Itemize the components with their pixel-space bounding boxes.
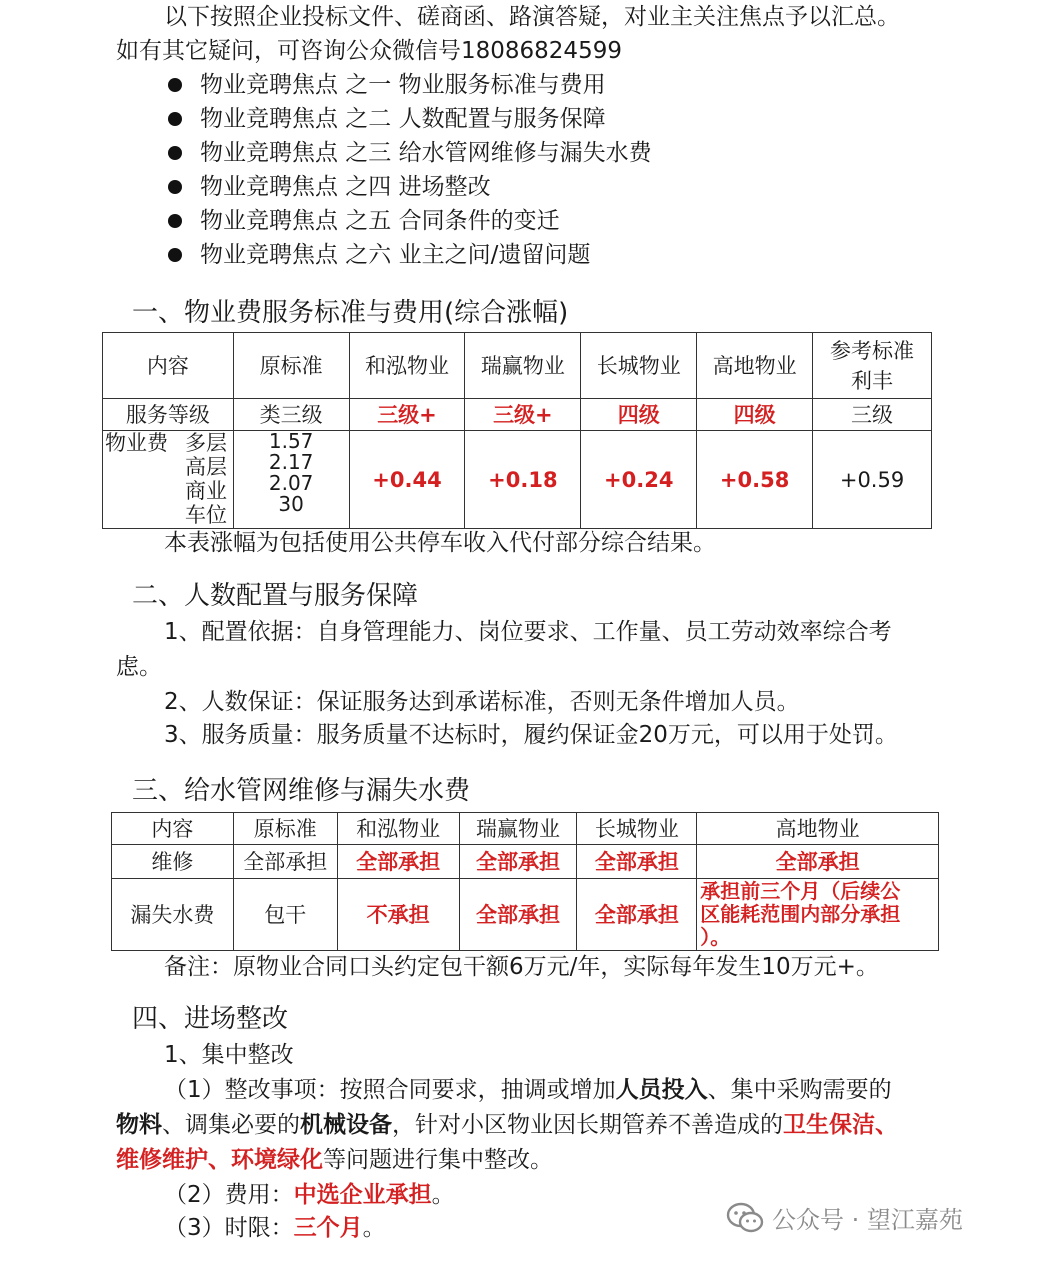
table-row	[112, 879, 939, 951]
header-cell: 和泓物业	[349, 333, 465, 399]
header-cell: 瑞赢物业	[465, 333, 581, 399]
cell: 三级+	[349, 399, 465, 431]
text: 。	[362, 1215, 386, 1241]
time-value: 三个月	[293, 1215, 363, 1241]
section2-title: 二、人数配置与服务保障	[132, 581, 419, 611]
section4-sub-1: 1、集中整改	[164, 1042, 294, 1068]
highlight: 卫生保洁、	[783, 1112, 898, 1138]
bullet-icon	[168, 78, 182, 92]
row-label: 服务等级	[103, 399, 234, 431]
emphasis: 人员投入	[615, 1077, 708, 1103]
emphasis: 机械设备	[300, 1112, 392, 1138]
table-row	[103, 399, 932, 431]
section3-note: 备注：原物业合同口头约定包干额6万元/年，实际每年发生10万元+。	[164, 954, 879, 980]
reference-label: 参考标准	[830, 338, 915, 363]
focus-item: 物业竞聘焦点 之三 给水管网维修与漏失水费	[200, 140, 652, 166]
watermark-label: 公众号 · 望江嘉苑	[772, 1206, 963, 1234]
cell: +0.58	[697, 431, 813, 529]
sub-label: 高层	[185, 455, 227, 479]
cell: 四级	[581, 399, 697, 431]
header-cell: 瑞赢物业	[459, 813, 577, 845]
cell: +0.18	[465, 431, 581, 529]
cell: +0.59	[813, 431, 932, 529]
bullet-icon	[168, 112, 182, 126]
cell: 全部承担	[459, 845, 577, 879]
cell: 全部承担	[233, 845, 337, 879]
intro-line-2: 如有其它疑问，可咨询公众微信号18086824599	[116, 38, 622, 64]
bullet-icon	[168, 180, 182, 194]
bullet-icon	[168, 146, 182, 160]
section2-item-1: 1、配置依据：自身管理能力、岗位要求、工作量、员工劳动效率综合考	[164, 619, 892, 645]
watermark	[726, 1200, 963, 1235]
section4-paragraph-line-3	[116, 1145, 553, 1175]
cell: 不承担	[337, 879, 459, 951]
header-cell: 长城物业	[581, 333, 697, 399]
cell-line: 区能耗范围内部分承担	[700, 902, 901, 926]
focus-item: 物业竞聘焦点 之五 合同条件的变迁	[200, 208, 560, 234]
cost-value: 中选企业承担	[293, 1182, 432, 1208]
cell: 类三级	[233, 399, 349, 431]
text: 。	[431, 1182, 455, 1208]
header-cell: 内容	[112, 813, 234, 845]
header-cell: 内容	[103, 333, 234, 399]
cell: 四级	[697, 399, 813, 431]
wechat-icon	[726, 1202, 764, 1234]
header-cell: 原标准	[233, 813, 337, 845]
table-header-row	[112, 813, 939, 845]
cell-line: 承担前三个月（后续公	[700, 879, 901, 903]
cost-label: （2）费用：	[164, 1182, 294, 1208]
fee-table	[102, 332, 932, 529]
section1-title: 一、物业费服务标准与费用(综合涨幅)	[132, 298, 569, 328]
header-cell: 和泓物业	[337, 813, 459, 845]
cell: 三级+	[465, 399, 581, 431]
cell: 三级	[813, 399, 932, 431]
section4-cost	[164, 1180, 455, 1210]
bullet-icon	[168, 248, 182, 262]
cell: 全部承担	[577, 845, 697, 879]
focus-item: 物业竞聘焦点 之四 进场整改	[200, 174, 491, 200]
intro-line-1: 以下按照企业投标文件、磋商函、路演答疑，对业主关注焦点予以汇总。	[164, 4, 900, 30]
gaodi-leak-cell	[697, 879, 939, 951]
text: （1）整改事项：按照合同要求，抽调或增加	[164, 1077, 616, 1103]
fee-label-cell	[103, 431, 234, 529]
focus-item: 物业竞聘焦点 之二 人数配置与服务保障	[200, 106, 606, 132]
section1-note: 本表涨幅为包括使用公共停车收入代付部分综合结果。	[164, 530, 716, 556]
original-values-cell	[233, 431, 349, 529]
table-row	[103, 431, 932, 529]
header-cell: 原标准	[233, 333, 349, 399]
focus-item: 物业竞聘焦点 之一 物业服务标准与费用	[200, 72, 606, 98]
text: ，针对小区物业因长期管养不善造成的	[392, 1112, 783, 1138]
cell: +0.44	[349, 431, 465, 529]
table-header-row	[103, 333, 932, 399]
table-row	[112, 845, 939, 879]
cell: +0.24	[581, 431, 697, 529]
row-label: 漏失水费	[112, 879, 234, 951]
header-cell: 高地物业	[697, 333, 813, 399]
header-cell: 长城物业	[577, 813, 697, 845]
section4-title: 四、进场整改	[132, 1004, 289, 1034]
cell-value: 1.57	[268, 429, 314, 453]
section4-time	[164, 1213, 386, 1243]
reference-company: 利丰	[851, 368, 894, 393]
cell: 全部承担	[577, 879, 697, 951]
cell-line: ）。	[700, 925, 731, 949]
sub-label: 多层	[185, 431, 227, 455]
section2-item-1-cont: 虑。	[116, 654, 162, 680]
row-label: 物业费	[105, 431, 168, 455]
header-cell-reference	[813, 333, 932, 399]
cell-value: 2.07	[268, 471, 314, 495]
cell: 全部承担	[697, 845, 939, 879]
sub-label: 商业	[185, 479, 227, 503]
section3-title: 三、给水管网维修与漏失水费	[132, 776, 471, 806]
highlight: 维修维护、环境绿化	[116, 1147, 323, 1173]
cell: 全部承担	[337, 845, 459, 879]
header-cell: 高地物业	[697, 813, 939, 845]
section2-item-3: 3、服务质量：服务质量不达标时，履约保证金20万元，可以用于处罚。	[164, 722, 898, 748]
text: 、集中采购需要的	[707, 1077, 892, 1103]
text: 、调集必要的	[162, 1112, 300, 1138]
cell-value: 30	[278, 492, 304, 516]
section2-item-2: 2、人数保证：保证服务达到承诺标准，否则无条件增加人员。	[164, 689, 800, 715]
cell: 包干	[233, 879, 337, 951]
section4-paragraph-line-1	[164, 1075, 892, 1105]
emphasis: 物料	[116, 1112, 162, 1138]
time-label: （3）时限：	[164, 1215, 294, 1241]
section4-paragraph-line-2	[116, 1110, 898, 1140]
row-label: 维修	[112, 845, 234, 879]
water-table	[111, 812, 939, 951]
bullet-icon	[168, 214, 182, 228]
cell-value: 2.17	[268, 450, 314, 474]
focus-item: 物业竞聘焦点 之六 业主之问/遗留问题	[200, 242, 591, 268]
text: 等问题进行集中整改。	[323, 1147, 553, 1173]
sub-label: 车位	[185, 503, 227, 527]
cell: 全部承担	[459, 879, 577, 951]
